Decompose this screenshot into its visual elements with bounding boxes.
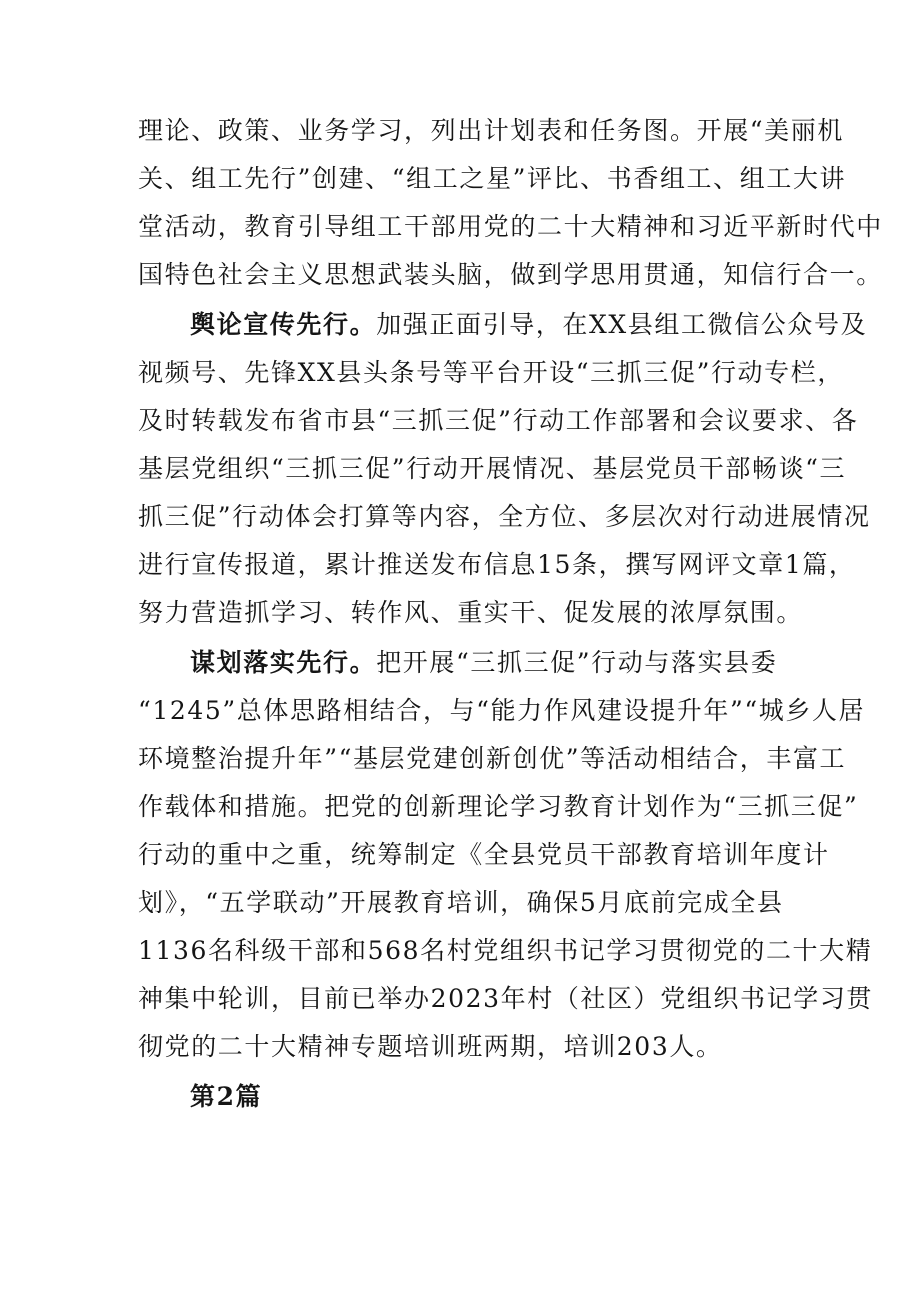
paragraph-2-first-text: 加强正面引导，在XX县组工微信公众号及	[376, 310, 868, 339]
paragraph-1-line-4: 国特色社会主义思想武装头脑，做到学思用贯通，知信行合一。	[138, 260, 883, 289]
paragraph-1-line-1: 理论、政策、业务学习，列出计划表和任务图。开展“美丽机	[138, 116, 844, 145]
paragraph-1-line-3: 堂活动，教育引导组工干部用党的二十大精神和习近平新时代中	[138, 212, 883, 241]
paragraph-3-line-5: 行动的重中之重，统筹制定《全县党员干部教育培训年度计	[138, 840, 830, 869]
paragraph-2-line-2: 视频号、先锋XX县头条号等平台开设“三抓三促”行动专栏，	[138, 358, 844, 387]
paragraph-3-line-1	[190, 648, 777, 678]
paragraph-3-line-7: 1136名科级干部和568名村党组织书记学习贯彻党的二十大精	[138, 936, 873, 965]
paragraph-3-line-3: 环境整治提升年”“基层党建创新创优”等活动相结合，丰富工	[138, 744, 847, 773]
section-heading: 第2篇	[190, 1082, 263, 1111]
paragraph-2-heading: 舆论宣传先行。	[190, 310, 377, 339]
paragraph-3-line-8: 神集中轮训，目前已举办2023年村（社区）党组织书记学习贯	[138, 984, 874, 1013]
paragraph-3-line-2: “1245”总体思路相结合，与“能力作风建设提升年”“城乡人居	[138, 696, 866, 725]
paragraph-1-line-2: 关、组工先行”创建、“组工之星”评比、书香组工、组工大讲	[138, 164, 847, 193]
paragraph-3-first-text: 把开展“三抓三促”行动与落实县委	[376, 648, 778, 677]
paragraph-3-line-6: 划》，“五学联动”开展教育培训，确保5月底前完成全县	[138, 888, 784, 917]
paragraph-3-line-4: 作载体和措施。把党的创新理论学习教育计划作为“三抓三促”	[138, 792, 859, 821]
paragraph-2-line-3: 及时转载发布省市县“三抓三促”行动工作部署和会议要求、各	[138, 406, 859, 435]
paragraph-2-line-6: 进行宣传报道，累计推送发布信息15条，撰写网评文章1篇，	[138, 550, 856, 579]
paragraph-2-line-1	[190, 310, 867, 340]
paragraph-3-heading: 谋划落实先行。	[190, 648, 377, 677]
paragraph-2-line-5: 抓三促”行动体会打算等内容，全方位、多层次对行动进展情况	[138, 502, 871, 531]
paragraph-2-line-4: 基层党组织“三抓三促”行动开展情况、基层党员干部畅谈“三	[138, 454, 847, 483]
paragraph-3-line-9: 彻党的二十大精神专题培训班两期，培训203人。	[138, 1032, 723, 1061]
paragraph-2-line-7: 努力营造抓学习、转作风、重实干、促发展的浓厚氛围。	[138, 598, 804, 627]
